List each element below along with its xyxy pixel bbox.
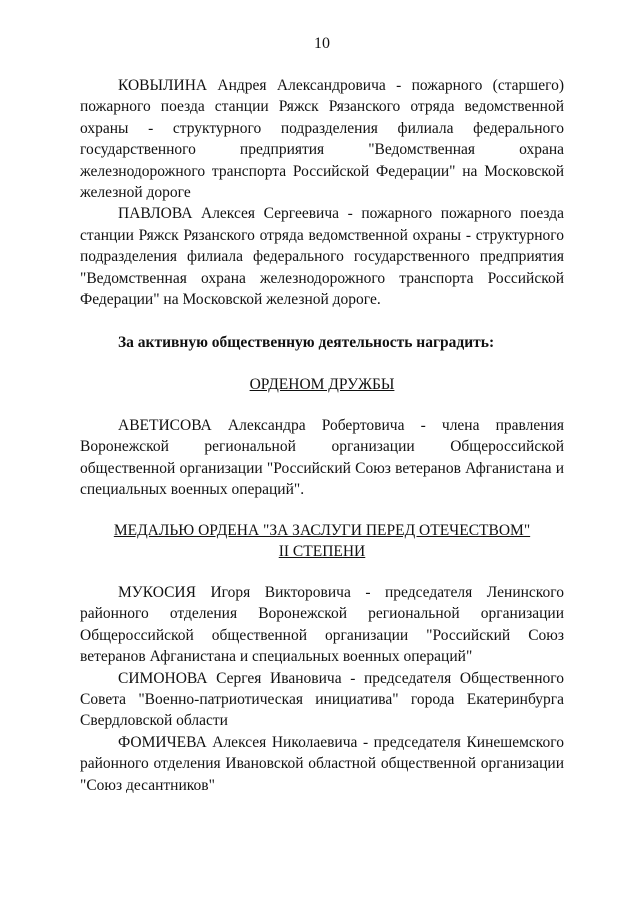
order-friendship-heading: ОРДЕНОМ ДРУЖБЫ — [249, 376, 395, 393]
award-paragraph-kovylin: КОВЫЛИНА Андрея Александровича - пожарного (старшего) пожарного поезда станции Ряжск Рязанского отряда ведомственной охраны - структурного подразделения филиала федерального государственного предприятия "Ведомственная охрана железнодорожного транспорта Российской Федерации" на Московской железной дороге — [80, 77, 564, 202]
page-number: 10 — [314, 35, 330, 52]
award-paragraph-mukosiy: МУКОСИЯ Игоря Викторовича - председателя Ленинского районного отделения Воронежской региональной организации Общероссийской общественной организации "Российский Союз ветеранов Афганистана и специальных военных операций" — [80, 584, 564, 666]
order-friendship-heading-block — [80, 374, 564, 395]
order-friendship-list — [80, 415, 564, 501]
award-paragraph-pavlov: ПАВЛОВА Алексея Сергеевича - пожарного пожарного поезда станции Ряжск Рязанского отряда ведомственной охраны - структурного подразделения филиала федерального государственного предприятия "Ведомственная охрана железнодорожного транспорта Российской Федерации" на Московской железной дороге. — [80, 205, 564, 309]
document-page — [80, 0, 564, 904]
award-list-top — [80, 75, 564, 310]
section-heading: За активную общественную деятельность наградить: — [118, 334, 495, 351]
medal-order-heading-line1: МЕДАЛЬЮ ОРДЕНА "ЗА ЗАСЛУГИ ПЕРЕД ОТЕЧЕСТВОМ" — [113, 522, 531, 539]
award-paragraph-fomichev: ФОМИЧЕВА Алексея Николаевича - председателя Кинешемского районного отделения Ивановской областной общественной организации "Союз десантников" — [80, 733, 564, 794]
section-heading-block — [80, 332, 564, 353]
medal-order-heading-line2: II СТЕПЕНИ — [278, 543, 366, 561]
award-paragraph-simonov: СИМОНОВА Сергея Ивановича - председателя Общественного Совета "Военно-патриотическая инициатива" города Екатеринбурга Свердловской области — [80, 669, 564, 730]
award-paragraph-avetisov: АВЕТИСОВА Александра Робертовича - члена правления Воронежской региональной организации Общероссийской общественной организации "Российский Союз ветеранов Афганистана и специальных военных операций". — [80, 417, 564, 499]
medal-order-list — [80, 582, 564, 796]
medal-order-heading-block — [80, 520, 564, 563]
